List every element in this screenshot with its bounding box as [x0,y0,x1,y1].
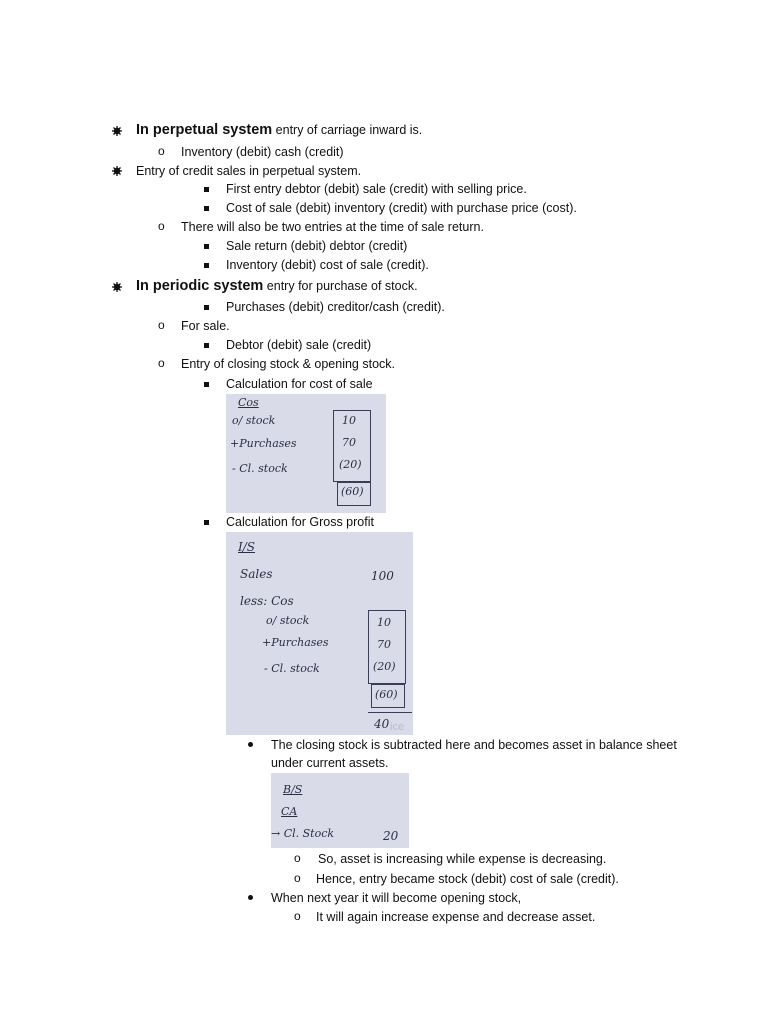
list-item: First entry debtor (debit) sale (credit) with selling price. [226,182,527,196]
dot-bullet-icon [248,895,253,900]
handwritten-label: - Cl. stock [232,462,288,475]
underline [368,712,412,713]
handwritten-label: - Cl. stock [264,662,320,675]
o-bullet: o [294,871,301,885]
item-text: entry for purchase of stock. [263,279,418,293]
list-item: Purchases (debit) creditor/cash (credit). [226,300,445,314]
handwritten-label: +Purchases [230,437,297,450]
handwritten-label: o/ stock [266,614,310,627]
item-text: entry of carriage inward is. [272,123,423,137]
list-item: Hence, entry became stock (debit) cost of sale (credit). [316,872,619,886]
gross-profit-image [226,532,413,735]
handwritten-value: (60) [375,688,398,701]
square-bullet-icon [204,187,209,192]
list-item: Calculation for cost of sale [226,377,373,391]
list-item: So, asset is increasing while expense is decreasing. [318,852,607,866]
handwritten-value: 70 [377,638,391,651]
handwritten-label: +Purchases [262,636,329,649]
handwritten-heading: B/S [283,783,303,796]
o-bullet: o [158,219,165,233]
bold-heading: In periodic system [136,278,264,294]
handwritten-label: Sales [240,567,273,581]
square-bullet-icon [204,263,209,268]
handwritten-value: (60) [341,485,364,498]
list-item: For sale. [181,319,230,333]
square-bullet-icon [204,244,209,249]
balance-sheet-image [271,773,409,848]
list-item: Inventory (debit) cost of sale (credit). [226,258,429,272]
watermark: ice [390,721,405,733]
list-item: Entry of closing stock & opening stock. [181,357,395,371]
handwritten-label: CA [281,805,298,818]
list-item [136,122,422,138]
list-item: It will again increase expense and decrease asset. [316,910,596,924]
list-item: When next year it will become opening stock, [271,891,522,905]
handwritten-value: 100 [371,569,394,583]
bold-heading: In perpetual system [136,122,273,138]
handwritten-value: 10 [377,616,391,629]
handwritten-value: 70 [342,436,356,449]
handwritten-heading: Cos [238,396,259,409]
list-item: The closing stock is subtracted here and becomes asset in balance sheet [271,738,677,752]
star-bullet-icon [112,166,122,176]
star-bullet-icon [112,282,122,292]
list-item: Calculation for Gross profit [226,515,374,529]
list-item-continuation: under current assets. [271,756,389,770]
handwritten-heading: I/S [238,540,256,554]
handwritten-value: (20) [373,660,396,673]
list-item: Entry of credit sales in perpetual system. [136,164,362,178]
handwritten-label: o/ stock [232,414,276,427]
list-item: There will also be two entries at the time of sale return. [181,220,484,234]
square-bullet-icon [204,520,209,525]
list-item: Sale return (debit) debtor (credit) [226,239,408,253]
square-bullet-icon [204,343,209,348]
o-bullet: o [158,318,165,332]
handwritten-value: 10 [342,414,356,427]
list-item: Debtor (debit) sale (credit) [226,338,372,352]
o-bullet: o [158,356,165,370]
dot-bullet-icon [248,742,253,747]
square-bullet-icon [204,382,209,387]
square-bullet-icon [204,305,209,310]
handwritten-value: 40 [374,717,390,731]
list-item [136,278,418,294]
o-bullet: o [294,851,301,865]
handwritten-value: 20 [383,829,399,843]
star-bullet-icon [112,126,122,136]
handwritten-label: → Cl. Stock [271,827,335,840]
handwritten-label: less: Cos [240,594,294,608]
list-item: Inventory (debit) cash (credit) [181,145,344,159]
o-bullet: o [158,144,165,158]
list-item: Cost of sale (debit) inventory (credit) with purchase price (cost). [226,201,577,215]
o-bullet: o [294,909,301,923]
handwritten-value: (20) [339,458,362,471]
cost-of-sale-image [226,394,386,513]
square-bullet-icon [204,206,209,211]
